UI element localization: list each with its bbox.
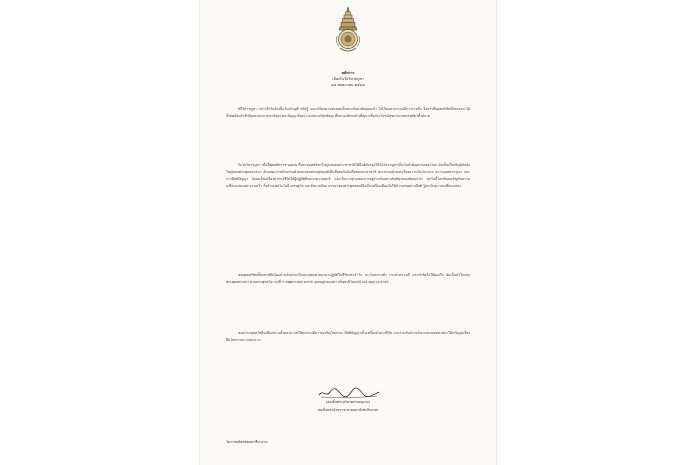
signatory-title: สมเด็จพระสังฆราช สกลมหาสังฆปริณายก [317, 408, 379, 412]
letter-date: ๑๔ พฤษภาคม ๒๕๖๘ [331, 83, 365, 87]
letter-paragraph-4: ขอความสุขสวัสดีจงมีแด่ท่านทั้งหลาย ขอให้ทุกท่านมีความเจริญในธรรม มีสติปัญญาเป็นเครื่องนำทางชีวิต และร่วมกันธำรงรักษาพระพุทธศาสนาให้เจริญรุ่งเรืองสืบไปตราบนานเท่านาน [226, 331, 470, 343]
handwritten-signature [317, 386, 381, 400]
letter-page [200, 0, 496, 465]
signatory-name: (สมเด็จพระอริยวงศาคตญาณ) [325, 400, 371, 404]
letter-paragraph-2: ในวันวิสาขบูชา เมื่อปีพุทธศักราช ๒๕๔๒ ที่ประชุมสมัชชาใหญ่แห่งสหประชาชาติได้มีมติรับรองให้วันวิสาขบูชาเป็นวันสำคัญสากลของโลก นับเป็นเกียรติภูมิอันยิ่งใหญ่ของพระพุทธศาสนา อันแสดงว่าหลักธรรมคำสอนของพระพุทธองค์เป็นที่ยอมรับนับถือของนานาชาติ พระธรรมคำสอนเรื่องความไม่ประมาท ความเมตตากรุณา และการมีสติปัญญา ยังคงเป็นเครื่องนำทางชีวิตให้ผู้ปฏิบัติพ้นจากความทุกข์ และเป็นรากฐานของการอยู่ร่วมกันอย่างสันติสุขของสังคมโลก ทุกวันนี้โลกต้องเผชิญกับความเปลี่ยนแปลงอย่างรวดเร็ว ทั้งด้านเทคโนโลยี เศรษฐกิจ และสิ่งแวดล้อม ธรรมะของพระพุทธองค์จึงเป็นเครื่องเตือนใจให้ดำรงตนอย่างมีสติ รู้เท่าทันความเปลี่ยนแปลง [226, 163, 470, 189]
letter-heading: หลักการ [341, 71, 355, 75]
issuing-office: วัดราชบพิธสถิตมหาสีมาราม [226, 440, 268, 444]
letter-paragraph-1: ดิถีวิสาขบูชา กล่าวถึงวันอันเป็นวันประสูติ ตรัสรู้ และปรินิพพานของสมเด็จพระสัมมาสัมพุทธเจ้า ได้เวียนมาบรรจบอีกวาระหนึ่ง จึงควรที่พุทธบริษัททั้งหลายจะได้ตั้งจิตน้อมรำลึกถึงพระมหากรุณาธิคุณ พระปัญญาธิคุณ และพระบริสุทธิคุณ ที่พระองค์ทรงบำเพ็ญมาเพื่อประโยชน์สุขแก่มวลสรรพสัตว์ทั้งหลาย [226, 107, 470, 119]
letter-paragraph-3: ขอพุทธบริษัททั้งหลายพึงน้อมนำหลักธรรมในพระพุทธศาสนามาปฏิบัติในชีวิตประจำวัน ละเว้นความชั่ว กระทำความดี และทำจิตใจให้ผ่องใส อันเป็นหัวใจแห่งพระพุทธศาสนา ตามพระพุทธโอวาทที่ว่า สพฺพปาปสฺส อกรณํ กุสลสฺสูปสมฺปทา สจิตฺตปริโยทปนํ เอตํ พุทฺธาน สาสนํ [226, 273, 470, 285]
royal-emblem-icon [331, 6, 365, 56]
letter-subheading: เนื่องในวันวิสาขบูชา [332, 77, 364, 81]
